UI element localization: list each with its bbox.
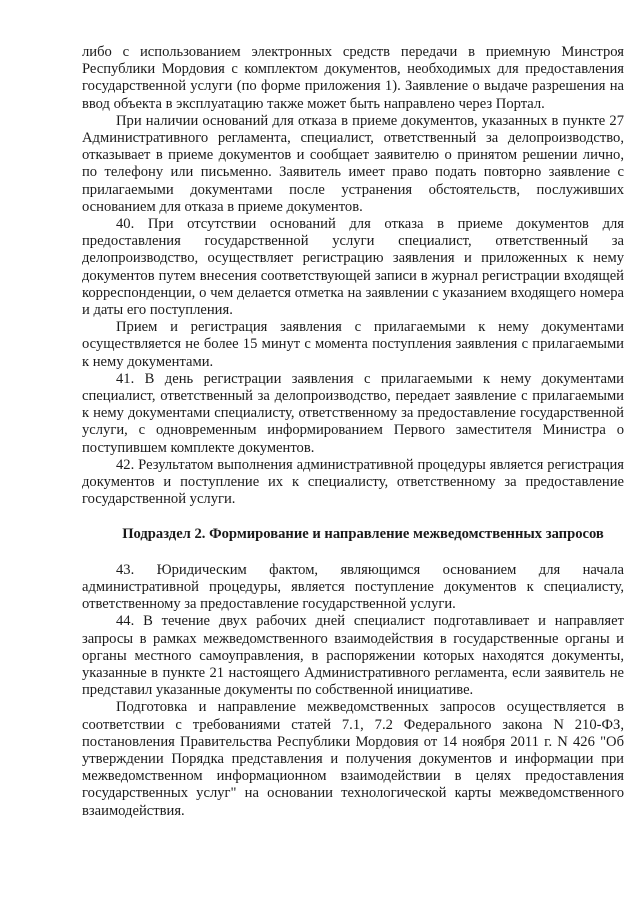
paragraph-interagency-requests: Подготовка и направление межведомственных запросов осуществляется в соответствии с требованиями статей 7.1, 7.2 Федерального закона N 210-ФЗ, постановления Правительства Республики Мордовия от 14 ноября 2011 г. N 426 "Об утверждении Порядка представления и получения документов и информации при межведомственном информационном взаимодействии в целях предоставления государственных услуг" на основании технологической карты межведомственного взаимодействия. xyxy=(82,699,624,819)
paragraph-42: 42. Результатом выполнения административной процедуры является регистрация документов и поступление их к специалисту, ответственному за предоставление государственной услуги. xyxy=(82,456,624,508)
spacer xyxy=(82,508,624,526)
paragraph-43: 43. Юридическим фактом, являющимся основанием для начала административной процедуры, является поступление документов к специалисту, ответственному за предоставление государственной услуги. xyxy=(82,561,624,613)
paragraph-44: 44. В течение двух рабочих дней специалист подготавливает и направляет запросы в рамках межведомственного взаимодействия в государственные органы и органы местного самоуправления, в распоряжении которых находятся документы, указанные в пункте 21 настоящего Административного регламента, если заявитель не представил указанные документы по собственной инициативе. xyxy=(82,613,624,699)
paragraph-continuation: либо с использованием электронных средств передачи в приемную Минстроя Республики Мордовия с комплектом документов, необходимых для предоставления государственной услуги (по форме приложения 1). Заявление о выдаче разрешения на ввод объекта в эксплуатацию также может быть направлено через Портал. xyxy=(82,44,624,112)
subsection-heading: Подраздел 2. Формирование и направление межведомственных запросов xyxy=(122,526,604,543)
paragraph-41: 41. В день регистрации заявления с прилагаемыми к нему документами специалист, ответственный за делопроизводство, передает заявление с прилагаемыми к нему документами специалисту, ответственному за предоставление государственной услуги, с одновременным информированием Первого заместителя Министра о поступившем комплекте документов. xyxy=(82,370,624,456)
paragraph-registration-time: Прием и регистрация заявления с прилагаемыми к нему документами осуществляется не более 15 минут с момента поступления заявления с прилагаемыми к нему документами. xyxy=(82,319,624,370)
spacer xyxy=(82,544,624,562)
document-page xyxy=(82,44,624,820)
paragraph-refusal-grounds: При наличии оснований для отказа в приеме документов, указанных в пункте 27 Административного регламента, специалист, ответственный за делопроизводство, отказывает в приеме документов и сообщает заявителю о принятом решении лично, по телефону или письменно. Заявитель имеет право подать повторно заявление с прилагаемыми документами после устранения обстоятельств, послуживших основанием для отказа в приеме документов. xyxy=(82,112,624,215)
paragraph-40: 40. При отсутствии оснований для отказа в приеме документов для предоставления государственной услуги специалист, ответственный за делопроизводство, осуществляет регистрацию заявления и приложенных к нему документов путем внесения соответствующей записи в журнал регистрации входящей корреспонденции, о чем делается отметка на заявлении с указанием входящего номера и даты его поступления. xyxy=(82,216,624,319)
